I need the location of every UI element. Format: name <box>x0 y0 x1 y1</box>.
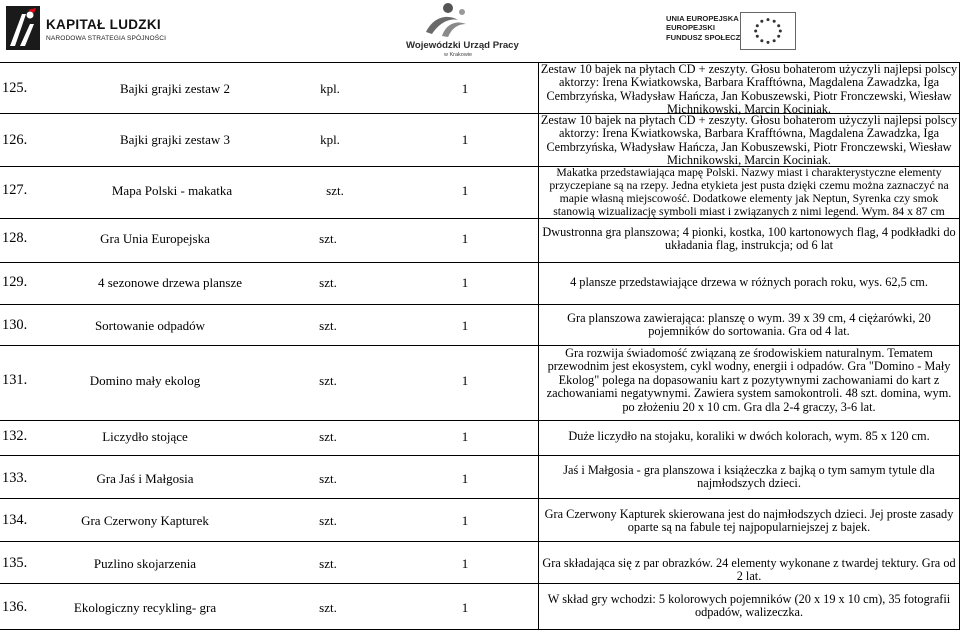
item-name: 4 sezonowe drzewa plansze <box>97 275 242 290</box>
row-divider <box>0 420 960 421</box>
item-description: Makatka przedstawiająca mapę Polski. Nazwy miast i charakterystyczne elementy przyczepiane są na rzepy. Jedna etykieta jest pusta dzięki czemu można zaznaczyć na mapie własną miejscowość. Dodatkowe elementy jak Neptun, Syrenka czy smok stanowią wizualizację symboli miast i związanych z nimi legend. Wym. 84 x 87 cm <box>549 166 949 218</box>
item-quantity: 1 <box>461 600 469 615</box>
item-unit: szt. <box>319 231 337 246</box>
item-description: Dwustronna gra planszowa; 4 pionki, kostka, 100 kartonowych flag, 4 podkładki do układania flag, instrukcja; od 6 lat <box>542 225 956 253</box>
item-name: Gra Jaś i Małgosia <box>96 471 194 486</box>
row-number: 131. <box>2 372 28 388</box>
wup-city: w Krakowie <box>444 52 473 58</box>
item-quantity: 1 <box>461 556 469 571</box>
row-number: 127. <box>2 182 28 198</box>
row-divider <box>0 498 960 499</box>
item-name: Ekologiczny recykling- gra <box>73 600 217 615</box>
item-name: Bajki grajki zestaw 3 <box>119 132 231 147</box>
item-name: Puzlino skojarzenia <box>93 556 197 571</box>
row-number: 134. <box>2 512 28 528</box>
kapital-ludzki-subtitle: NARODOWA STRATEGIA SPÓJNOŚCI <box>46 35 167 42</box>
header-logos <box>0 0 960 62</box>
eu-line-2: EUROPEJSKI <box>666 23 715 33</box>
item-unit: kpl. <box>320 81 340 96</box>
row-number: 130. <box>2 317 28 333</box>
eu-logo <box>666 10 796 56</box>
row-divider <box>0 218 960 219</box>
item-quantity: 1 <box>461 231 469 246</box>
item-unit: szt. <box>326 183 344 198</box>
item-unit: szt. <box>319 600 337 615</box>
item-unit: szt. <box>319 556 337 571</box>
item-quantity: 1 <box>461 318 469 333</box>
item-description: Zestaw 10 bajek na płytach CD + zeszyty. Głosu bohaterom użyczyli najlepsi polscy aktorzy: Irena Kwiatkowska, Barbara Krafftówna, Magdalena Zawadzka, Iga Cembrzyńska, Władysław Hańcza, Jan Kobuszewski, Piotr Fronczewski, Wiesław Michnikowski, Marcin Kociniak. <box>540 113 958 168</box>
row-number: 133. <box>2 470 28 486</box>
item-unit: szt. <box>319 429 337 444</box>
item-description: 4 plansze przedstawiające drzewa w różnych porach roku, wys. 62,5 cm. <box>570 275 928 289</box>
item-unit: szt. <box>319 373 337 388</box>
item-unit: szt. <box>319 275 337 290</box>
item-quantity: 1 <box>461 132 469 147</box>
item-quantity: 1 <box>461 373 469 388</box>
row-number: 129. <box>2 274 28 290</box>
item-quantity: 1 <box>461 513 469 528</box>
row-divider <box>0 455 960 456</box>
row-number: 132. <box>2 428 28 444</box>
row-number: 125. <box>2 80 28 96</box>
item-quantity: 1 <box>461 429 469 444</box>
item-name: Gra Unia Europejska <box>100 231 210 246</box>
item-name: Bajki grajki zestaw 2 <box>119 81 231 96</box>
eu-line-1: UNIA EUROPEJSKA <box>666 14 739 23</box>
wup-figure-icon <box>414 2 474 38</box>
row-divider <box>0 304 960 305</box>
item-name: Gra Czerwony Kapturek <box>81 513 209 528</box>
item-unit: szt. <box>319 318 337 333</box>
item-quantity: 1 <box>461 471 469 486</box>
wup-name: Wojewódzki Urząd Pracy <box>406 40 519 51</box>
row-number: 126. <box>2 132 28 148</box>
row-divider <box>0 541 960 542</box>
eu-text <box>666 14 751 42</box>
item-description: Duże liczydło na stojaku, koraliki w dwóch kolorach, wym. 85 x 120 cm. <box>568 429 930 443</box>
item-description: Gra planszowa zawierająca: planszę o wym. 39 x 39 cm, 4 ciężarówki, 20 pojemników do sortowania. Gra od 4 lat. <box>567 311 931 339</box>
row-number: 136. <box>2 599 28 615</box>
item-unit: szt. <box>319 513 337 528</box>
item-name: Liczydło stojące <box>102 429 188 444</box>
row-number: 128. <box>2 230 28 246</box>
item-name: Domino mały ekolog <box>89 373 201 388</box>
item-description: Gra Czerwony Kapturek skierowana jest do najmłodszych dzieci. Jej proste zasady oparte są na fabule tej najpopularniejszej z bajek. <box>544 507 954 535</box>
item-name: Mapa Polski - makatka <box>111 183 233 198</box>
row-divider <box>0 262 960 263</box>
item-quantity: 1 <box>461 183 469 198</box>
item-unit: kpl. <box>320 132 340 147</box>
item-name: Sortowanie odpadów <box>94 318 206 333</box>
kapital-ludzki-mark-icon <box>6 6 40 50</box>
wup-logo <box>400 2 525 58</box>
eu-flag-icon <box>740 12 796 50</box>
kapital-ludzki-logo <box>6 4 167 54</box>
item-description: W skład gry wchodzi: 5 kolorowych pojemników (20 x 19 x 10 cm), 35 fotografii odpadów, walizeczka. <box>547 592 951 620</box>
item-description: Jaś i Małgosia - gra planszowa i książeczka z bajką o tym samym tytule dla najmłodszych dzieci. <box>563 463 935 491</box>
column-divider <box>538 62 539 630</box>
item-description: Zestaw 10 bajek na płytach CD + zeszyty. Głosu bohaterom użyczyli najlepsi polscy aktorzy: Irena Kwiatkowska, Barbara Krafftówna, Magdalena Zawadzka, Iga Cembrzyńska, Władysław Hańcza, Jan Kobuszewski, Piotr Fronczewski, Wiesław Michnikowski, Marcin Kociniak. <box>540 62 958 117</box>
eu-line-3: FUNDUSZ SPOŁECZNY <box>666 32 751 42</box>
item-description: Gra składająca się z par obrazków. 24 elementy wykonane z twardej tektury. Gra od 2 lat. <box>542 556 956 584</box>
kapital-ludzki-title: KAPITAŁ LUDZKI <box>46 17 161 32</box>
item-unit: szt. <box>319 471 337 486</box>
row-number: 135. <box>2 555 28 571</box>
item-quantity: 1 <box>461 81 469 96</box>
item-description: Gra rozwija świadomość związaną ze środowiskiem naturalnym. Tematem przewodnim jest ekosystem, cykl wodny, energii i odpadów. Gra "Domino - Mały Ekolog" polega na dopasowaniu kart z pozytywnymi zachowaniami do kart z zachowaniami negatywnymi. Zawiera system samokontroli. 48 szt. domina, wym. po złożeniu 20 x 10 cm. Gra dla 2-4 graczy, 3-6 lat. <box>546 346 952 414</box>
item-quantity: 1 <box>461 275 469 290</box>
